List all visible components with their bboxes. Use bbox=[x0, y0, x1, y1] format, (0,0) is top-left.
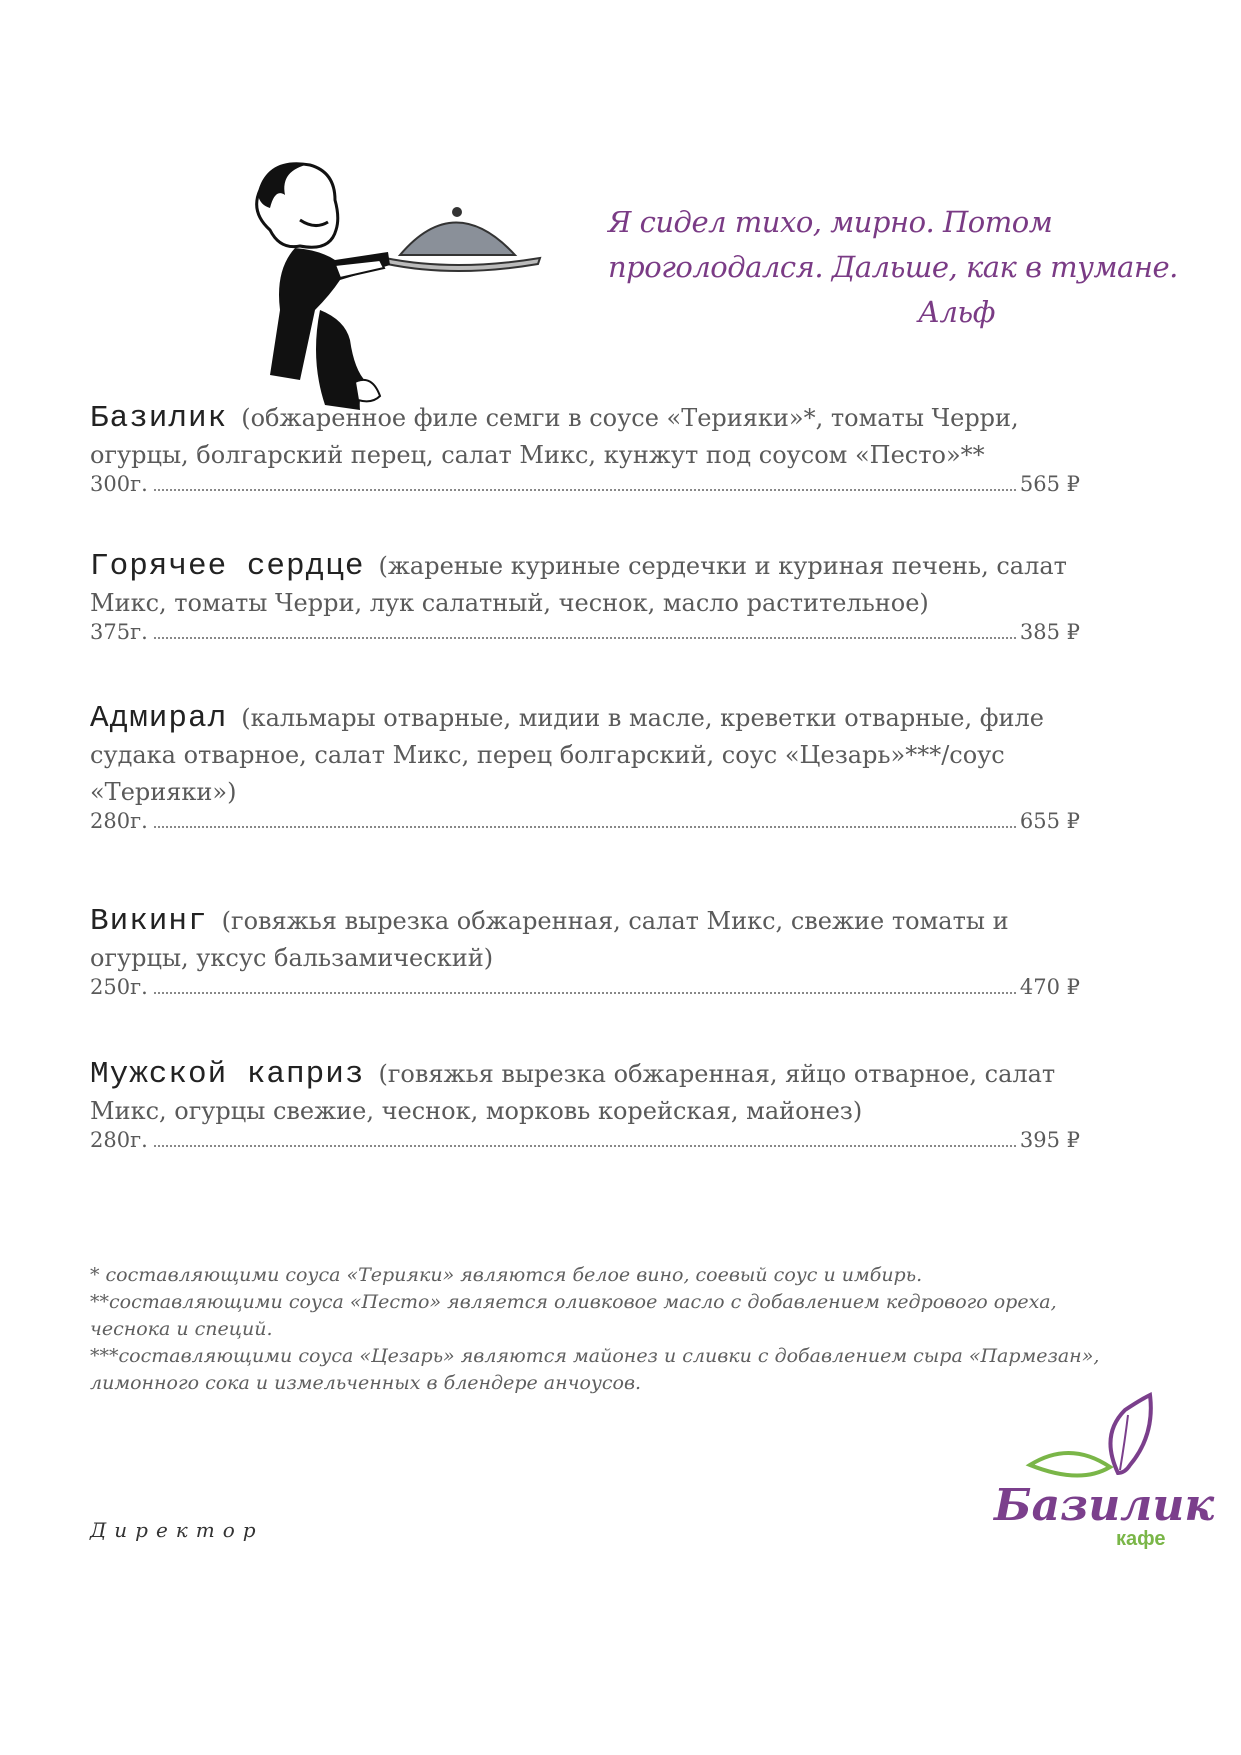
menu-item-price: 385 ₽ bbox=[1019, 620, 1080, 644]
footnote: ***составляющими соуса «Цезарь» являются майонез и сливки с добавлением сыра «Пармезан», лимонного сока и измельченных в блендере анчоусов. bbox=[90, 1345, 1100, 1394]
waiter-illustration bbox=[240, 160, 580, 430]
menu-item bbox=[90, 700, 1080, 833]
menu-item-name: Викинг bbox=[90, 904, 208, 939]
menu-item-weight: 300г. bbox=[90, 472, 148, 496]
menu-item-name: Адмирал bbox=[90, 701, 228, 736]
menu-item bbox=[90, 548, 1080, 644]
footnote: **составляющими соуса «Песто» является оливковое масло с добавлением кедрового ореха, чеснока и специй. bbox=[90, 1291, 1057, 1340]
menu-item bbox=[90, 1056, 1080, 1152]
leader-dots bbox=[154, 991, 1016, 994]
menu-item-weight: 280г. bbox=[90, 809, 148, 833]
menu-item-description: (кальмары отварные, мидии в масле, креветки отварные, филе судака отварное, салат Микс, перец болгарский, соус «Цезарь»***/соус «Терияки») bbox=[90, 704, 1044, 806]
menu-item-description: (жареные куриные сердечки и куриная печень, салат Микс, томаты Черри, лук салатный, чеснок, масло растительное) bbox=[90, 552, 1067, 617]
menu-item-description: (обжаренное филе семги в соусе «Терияки»*, томаты Черри, огурцы, болгарский перец, салат Микс, кунжут под соусом «Песто»** bbox=[90, 404, 1019, 469]
menu-item-weight: 250г. bbox=[90, 975, 148, 999]
menu-item-name: Мужской каприз bbox=[90, 1057, 365, 1092]
quote bbox=[608, 200, 1208, 335]
quote-line-2: проголодался. Дальше, как в тумане. bbox=[608, 250, 1178, 284]
quote-author: Альф bbox=[918, 295, 995, 329]
menu-item-weight: 280г. bbox=[90, 1128, 148, 1152]
menu-item-price: 395 ₽ bbox=[1019, 1128, 1080, 1152]
footnotes bbox=[90, 1262, 1120, 1397]
menu-item-description: (говяжья вырезка обжаренная, салат Микс, свежие томаты и огурцы, уксус бальзамический) bbox=[90, 907, 1009, 972]
signature: Директор bbox=[90, 1518, 264, 1542]
logo-text: Базилик bbox=[994, 1480, 1215, 1531]
leader-dots bbox=[154, 825, 1016, 828]
leader-dots bbox=[154, 636, 1016, 639]
menu-item bbox=[90, 903, 1080, 999]
menu-item-name: Горячее сердце bbox=[90, 549, 365, 584]
leader-dots bbox=[154, 1144, 1016, 1147]
menu-item-price: 655 ₽ bbox=[1019, 809, 1080, 833]
logo-subtitle: кафе bbox=[1116, 1528, 1166, 1550]
leader-dots bbox=[154, 488, 1016, 491]
menu-item-price: 565 ₽ bbox=[1019, 472, 1080, 496]
menu-item bbox=[90, 400, 1080, 496]
quote-line-1: Я сидел тихо, мирно. Потом bbox=[608, 205, 1053, 239]
menu-item-description: (говяжья вырезка обжаренная, яйцо отварное, салат Микс, огурцы свежие, чеснок, морковь корейская, майонез) bbox=[90, 1060, 1056, 1125]
footnote: * составляющими соуса «Терияки» являются белое вино, соевый соус и имбирь. bbox=[90, 1264, 923, 1286]
menu-item-weight: 375г. bbox=[90, 620, 148, 644]
menu-item-name: Базилик bbox=[90, 401, 228, 436]
menu-item-price: 470 ₽ bbox=[1019, 975, 1080, 999]
cafe-logo bbox=[990, 1395, 1215, 1555]
